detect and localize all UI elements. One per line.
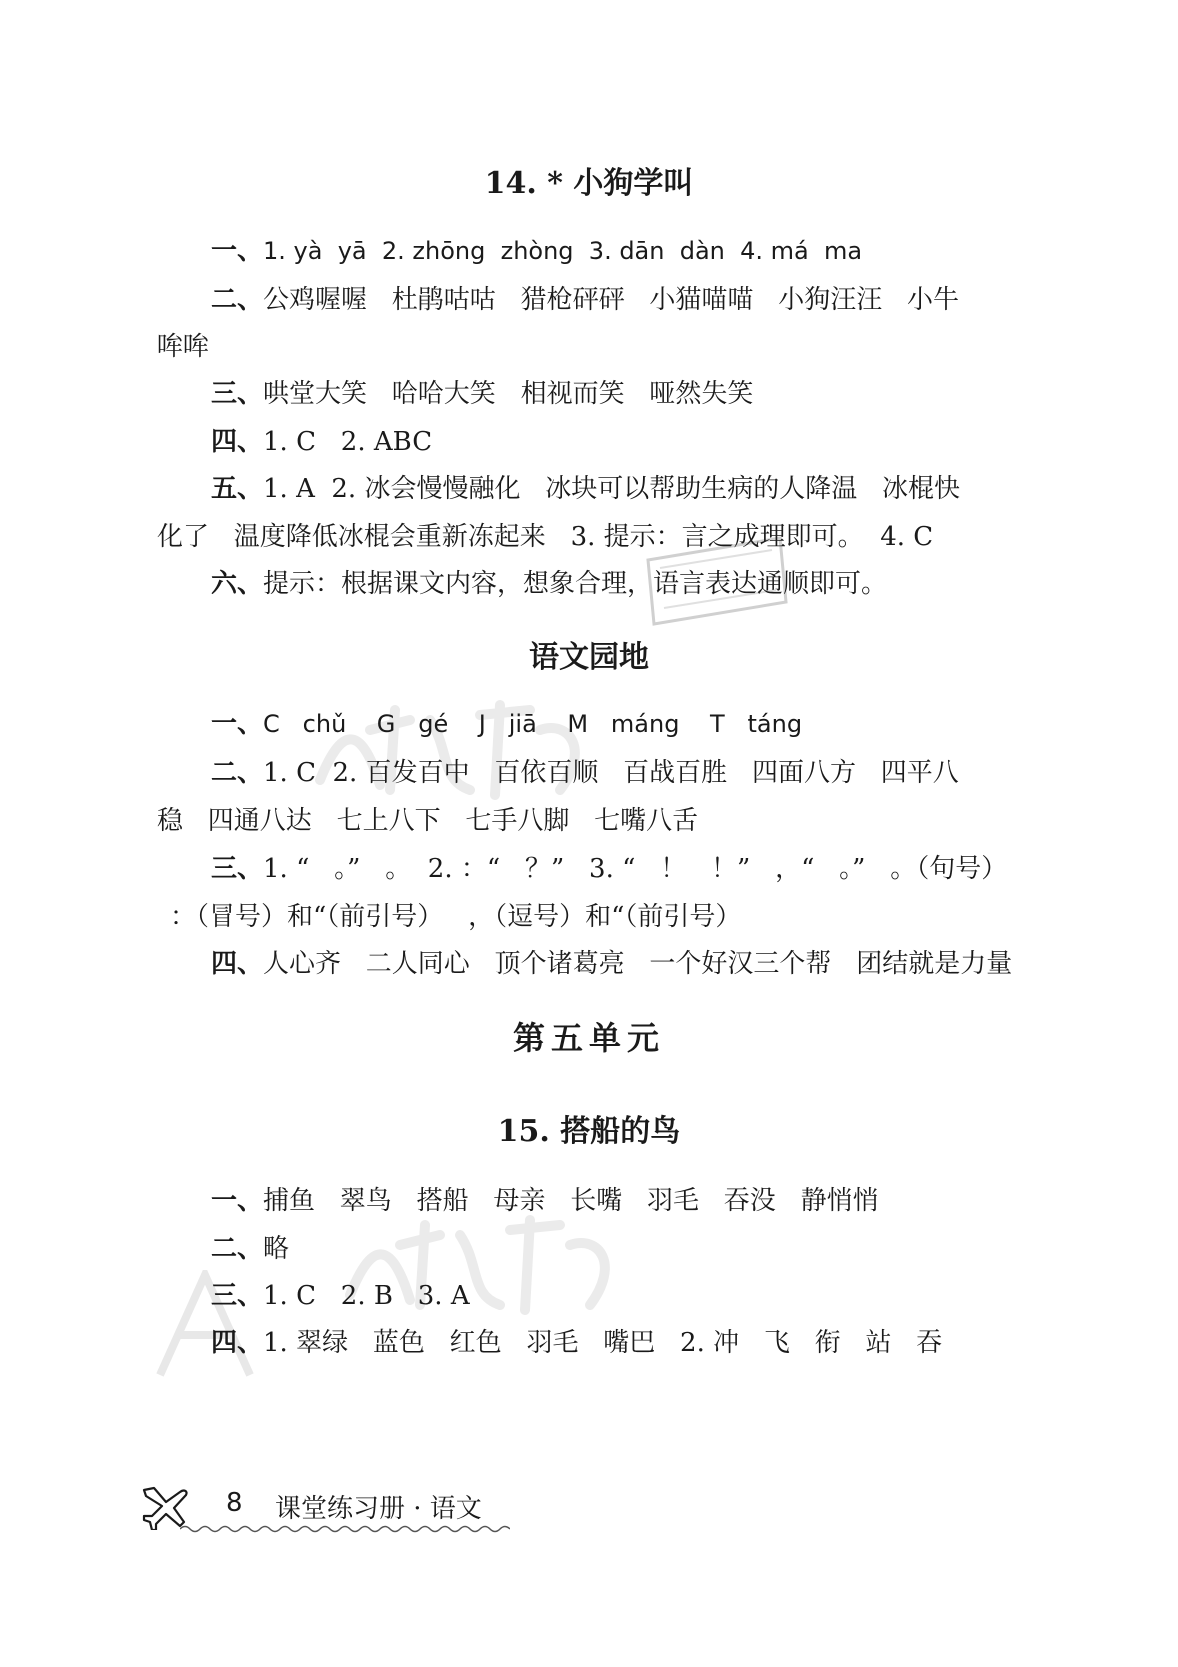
question-label: 三、 [211, 1281, 264, 1311]
answer-text: 人心齐 二人同心 顶个诸葛亮 一个好汉三个帮 团结就是力量 [263, 949, 1013, 979]
answer-line [157, 516, 933, 553]
question-label: 二、 [211, 1234, 264, 1264]
answer-text: 1. yà yā 2. zhōng zhòng 3. dān dàn 4. má ma [263, 237, 863, 265]
answer-line [211, 848, 1007, 885]
footer-wave-divider [180, 1524, 510, 1534]
answer-line [211, 1228, 289, 1265]
answer-line [211, 279, 959, 316]
answer-text: 略 [263, 1234, 290, 1264]
answer-line [211, 752, 959, 789]
answer-text: ：（冒号）和“（前引号） ，（逗号）和“（前引号） [170, 902, 742, 932]
question-label: 四、 [211, 1328, 264, 1358]
answer-text: 提示：根据课文内容，想象合理，语言表达通顺即可。 [263, 569, 888, 599]
page-footer [140, 1484, 510, 1534]
answer-text: 1. C 2. 百发百中 百依百顺 百战百胜 四面八方 四平八 [263, 758, 959, 788]
section-title-14: 14. * 小狗学叫 [484, 166, 694, 201]
answer-text: 公鸡喔喔 杜鹃咕咕 猎枪砰砰 小猫喵喵 小狗汪汪 小牛 [263, 285, 959, 315]
answer-text: 化了 温度降低冰棍会重新冻起来 3. 提示：言之成理即可。 4. C [157, 522, 934, 552]
question-label: 四、 [211, 949, 264, 979]
answer-text: 1. 翠绿 蓝色 红色 羽毛 嘴巴 2. 冲 飞 衔 站 吞 [263, 1328, 943, 1358]
question-label: 一、 [211, 236, 264, 266]
question-label: 四、 [211, 427, 264, 457]
answer-text: 稳 四通八达 七上八下 七手八脚 七嘴八舌 [157, 806, 699, 836]
answer-line [211, 1275, 470, 1312]
question-label: 三、 [211, 379, 264, 409]
answer-line [211, 468, 960, 505]
answer-line [157, 800, 698, 837]
answer-line [157, 326, 209, 363]
answer-line [211, 563, 887, 600]
answer-line [170, 896, 741, 933]
answer-text: 哄堂大笑 哈哈大笑 相视而笑 哑然失笑 [263, 379, 754, 409]
book-title: 课堂练习册 · 语文 [275, 1494, 482, 1524]
answer-text: 1. “ 。” 。 2. ：“ ？” 3. “ ！ ！” ，“ 。” 。（句号） [263, 854, 1008, 884]
unit-title: 第五单元 [512, 1019, 665, 1057]
question-label: 一、 [211, 709, 264, 739]
answer-line [211, 230, 862, 267]
answer-line [211, 703, 802, 740]
question-label: 一、 [211, 1186, 264, 1216]
answer-line [211, 1322, 942, 1359]
question-label: 二、 [211, 758, 264, 788]
question-label: 二、 [211, 285, 264, 315]
answer-text: 1. A 2. 冰会慢慢融化 冰块可以帮助生病的人降温 冰棍快 [263, 474, 961, 504]
answer-text: 哞哞 [157, 332, 210, 362]
answer-line [211, 1180, 879, 1217]
answer-line [211, 421, 432, 458]
page-number: 8 [226, 1488, 243, 1518]
answer-text: C chǔ G gé J jiā M máng T táng [263, 710, 803, 738]
section-title-15: 15. 搭船的鸟 [497, 1114, 681, 1149]
question-label: 六、 [211, 569, 264, 599]
question-label: 三、 [211, 854, 264, 884]
answer-text: 1. C 2. B 3. A [263, 1281, 470, 1311]
question-label: 五、 [211, 474, 264, 504]
answer-text: 捕鱼 翠鸟 搭船 母亲 长嘴 羽毛 吞没 静悄悄 [263, 1186, 879, 1216]
answer-line [211, 943, 1012, 980]
section-title-garden: 语文园地 [529, 640, 649, 675]
answer-line [211, 373, 753, 410]
answer-text: 1. C 2. ABC [263, 427, 433, 457]
